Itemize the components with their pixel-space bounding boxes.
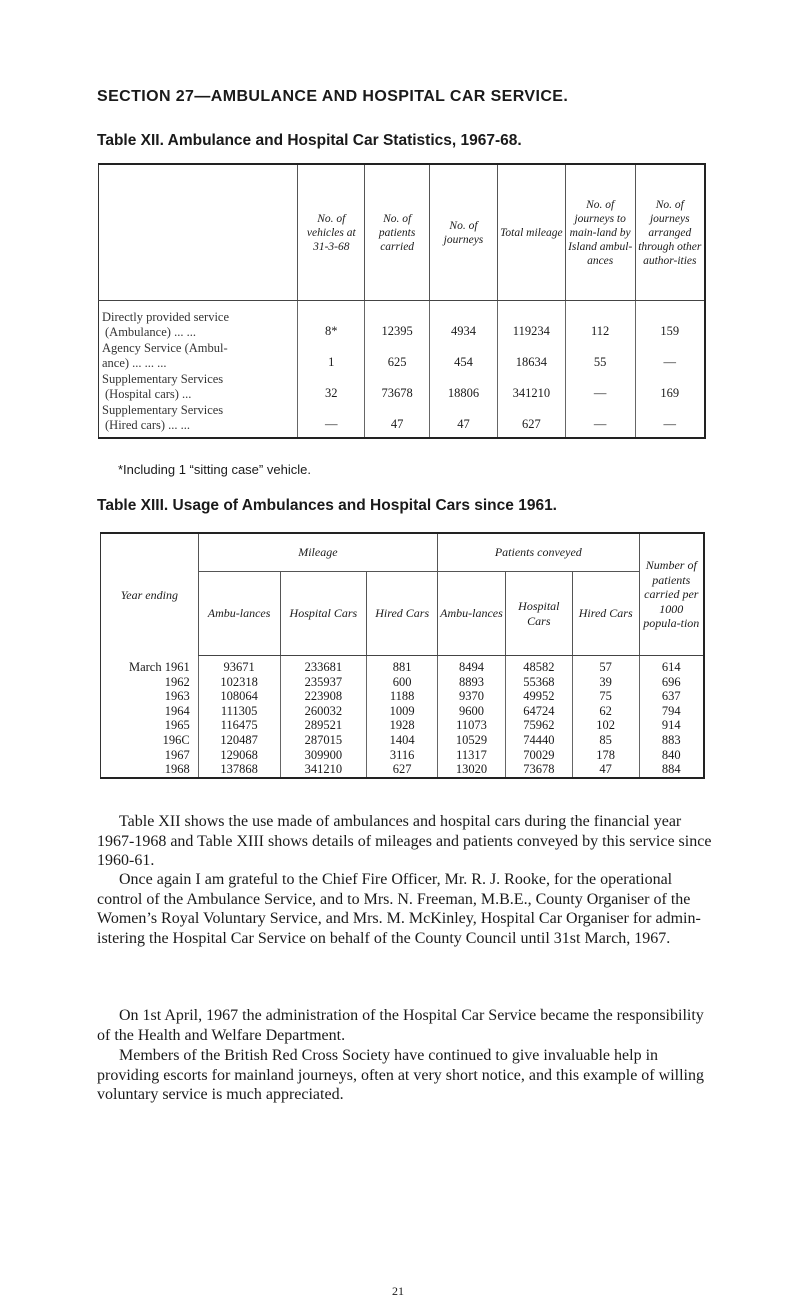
table-cell: 47 [365,402,430,438]
table-xii-header: No. of vehicles at 31-3-68 [298,164,365,301]
table-cell: 47 [572,762,639,778]
table-cell: 341210 [497,371,565,402]
year-cell: 1964 [164,703,190,718]
table-xii-header: Total mileage [497,164,565,301]
table-xiii-group-header-row [101,533,705,572]
table-cell: 12395 [365,301,430,341]
table-row [101,762,705,778]
table-row [101,675,705,690]
table-cell: 119234 [497,301,565,341]
sub-header: Hired Cars [572,572,639,656]
paragraph: Once again I am grateful to the Chief Fire Officer, Mr. R. J. Rooke, for the operational control of the Ambulance Service, and to Mrs. N. Freeman, M.B.E., County Organiser of the Women’s Royal Voluntary Service, and Mrs. M. McKinley, Hospital Car Organiser for admin-istering the Hospital Car Service on behalf of the County Council until 31st March, 1967. [97,871,701,947]
year-cell: 1965 [164,718,190,733]
table-cell: 108064 [198,689,280,704]
table-xii-footnote: *Including 1 “sitting case” vehicle. [118,462,311,477]
table-cell: 49952 [505,689,572,704]
table-cell: 93671 [198,656,280,675]
table-cell: 881 [367,656,438,675]
table-cell: 914 [639,718,704,733]
table-cell: 169 [635,371,705,402]
sub-header: Ambu-lances [438,572,506,656]
table-cell: 129068 [198,748,280,763]
table-cell: 111305 [198,704,280,719]
table-xii-header: No. of journeys to main-land by Island ambul-ances [565,164,635,301]
table-cell: 75 [572,689,639,704]
table-cell: 341210 [280,762,367,778]
table-xii-header [99,164,298,301]
table-cell: — [298,402,365,438]
table-cell: 8* [298,301,365,341]
table-cell: 9370 [438,689,506,704]
table-cell: 11317 [438,748,506,763]
table-cell: 223908 [280,689,367,704]
table-xiii [100,532,705,779]
table-cell: 116475 [198,718,280,733]
per-1000-population-header: Number of patients carried per 1000 popula-tion [639,533,704,656]
table-cell: 55 [565,340,635,371]
patients-conveyed-group-header: Patients conveyed [438,533,640,572]
table-cell: 75962 [505,718,572,733]
table-cell: 85 [572,733,639,748]
table-cell: 260032 [280,704,367,719]
table-cell: 627 [497,402,565,438]
table-row [101,733,705,748]
table-cell: 1404 [367,733,438,748]
sub-header: Hired Cars [367,572,438,656]
table-row [99,402,706,438]
section-title: SECTION 27—AMBULANCE AND HOSPITAL CAR SERVICE. [97,88,569,105]
table-cell: 4934 [430,301,498,341]
row-label: Agency Service (Ambul- ance) ... ... ... [102,341,228,370]
table-xii-title: Table XII. Ambulance and Hospital Car Statistics, 1967-68. [97,132,522,149]
table-xii-header: No. of patients carried [365,164,430,301]
table-cell: 73678 [365,371,430,402]
table-cell: 614 [639,656,704,675]
sub-header: Ambu-lances [198,572,280,656]
table-cell: 10529 [438,733,506,748]
table-cell: 1009 [367,704,438,719]
row-label: Directly provided service (Ambulance) ... ... [102,310,230,339]
table-cell: 62 [572,704,639,719]
table-cell: 55368 [505,675,572,690]
table-cell: 3116 [367,748,438,763]
table-cell: 884 [639,762,704,778]
table-row [99,371,706,402]
table-cell: 18634 [497,340,565,371]
table-cell: 18806 [430,371,498,402]
table-cell: 9600 [438,704,506,719]
table-cell: 64724 [505,704,572,719]
row-label: Supplementary Services (Hospital cars) ... [102,372,224,401]
table-xii [98,163,706,439]
table-cell: 8494 [438,656,506,675]
year-cell: March 1961 [128,659,190,674]
table-cell: 57 [572,656,639,675]
table-cell: 1928 [367,718,438,733]
year-cell: 1962 [164,674,190,689]
table-cell: 178 [572,748,639,763]
table-row [99,301,706,341]
table-cell: 11073 [438,718,506,733]
table-cell: 454 [430,340,498,371]
table-cell: 883 [639,733,704,748]
table-cell: 48582 [505,656,572,675]
table-cell: 625 [365,340,430,371]
table-cell: 1 [298,340,365,371]
table-cell: 74440 [505,733,572,748]
table-row [99,340,706,371]
sub-header: Hospital Cars [505,572,572,656]
table-cell: 233681 [280,656,367,675]
paragraph: Members of the British Red Cross Society have continued to give invaluable help in providing escorts for mainland journeys, often at very short notice, and this example of willing voluntary service is much appreciated. [97,1047,704,1103]
table-cell: 73678 [505,762,572,778]
table-row [101,718,705,733]
table-cell: — [635,340,705,371]
table-cell: 13020 [438,762,506,778]
table-cell: 309900 [280,748,367,763]
table-cell: — [635,402,705,438]
mileage-group-header: Mileage [198,533,437,572]
sub-header: Hospital Cars [280,572,367,656]
table-cell: 120487 [198,733,280,748]
table-cell: 70029 [505,748,572,763]
paragraph: On 1st April, 1967 the administration of the Hospital Car Service became the responsibility of the Health and Welfare Department. [97,1007,704,1044]
table-cell: 600 [367,675,438,690]
table-cell: 102 [572,718,639,733]
table-cell: 159 [635,301,705,341]
table-row [101,689,705,704]
table-cell: 39 [572,675,639,690]
table-cell: 1188 [367,689,438,704]
table-xiii-title: Table XIII. Usage of Ambulances and Hospital Cars since 1961. [97,497,557,514]
table-cell: 637 [639,689,704,704]
table-cell: 102318 [198,675,280,690]
page-number: 21 [392,1284,404,1298]
year-cell: 196C [162,732,190,747]
table-cell: 287015 [280,733,367,748]
table-xii-header: No. of journeys arranged through other author-ities [635,164,705,301]
table-row [101,748,705,763]
paragraph: Table XII shows the use made of ambulances and hospital cars during the financial year 1967-1968 and Table XIII shows details of mileages and patients conveyed by this service since 1960-61. [97,813,712,869]
table-cell: — [565,371,635,402]
table-cell: 235937 [280,675,367,690]
year-cell: 1968 [164,762,190,777]
table-cell: 112 [565,301,635,341]
table-cell: — [565,402,635,438]
table-xii-header-row [99,164,706,301]
year-ending-header: Year ending [120,587,178,602]
year-cell: 1967 [164,747,190,762]
table-cell: 696 [639,675,704,690]
table-cell: 840 [639,748,704,763]
table-cell: 794 [639,704,704,719]
table-row [101,704,705,719]
table-cell: 289521 [280,718,367,733]
row-label: Supplementary Services (Hired cars) ... ... [102,403,224,432]
table-xii-header: No. of journeys [430,164,498,301]
year-cell: 1963 [164,689,190,704]
table-cell: 627 [367,762,438,778]
table-cell: 8893 [438,675,506,690]
table-row [101,656,705,675]
table-cell: 137868 [198,762,280,778]
table-cell: 32 [298,371,365,402]
table-cell: 47 [430,402,498,438]
